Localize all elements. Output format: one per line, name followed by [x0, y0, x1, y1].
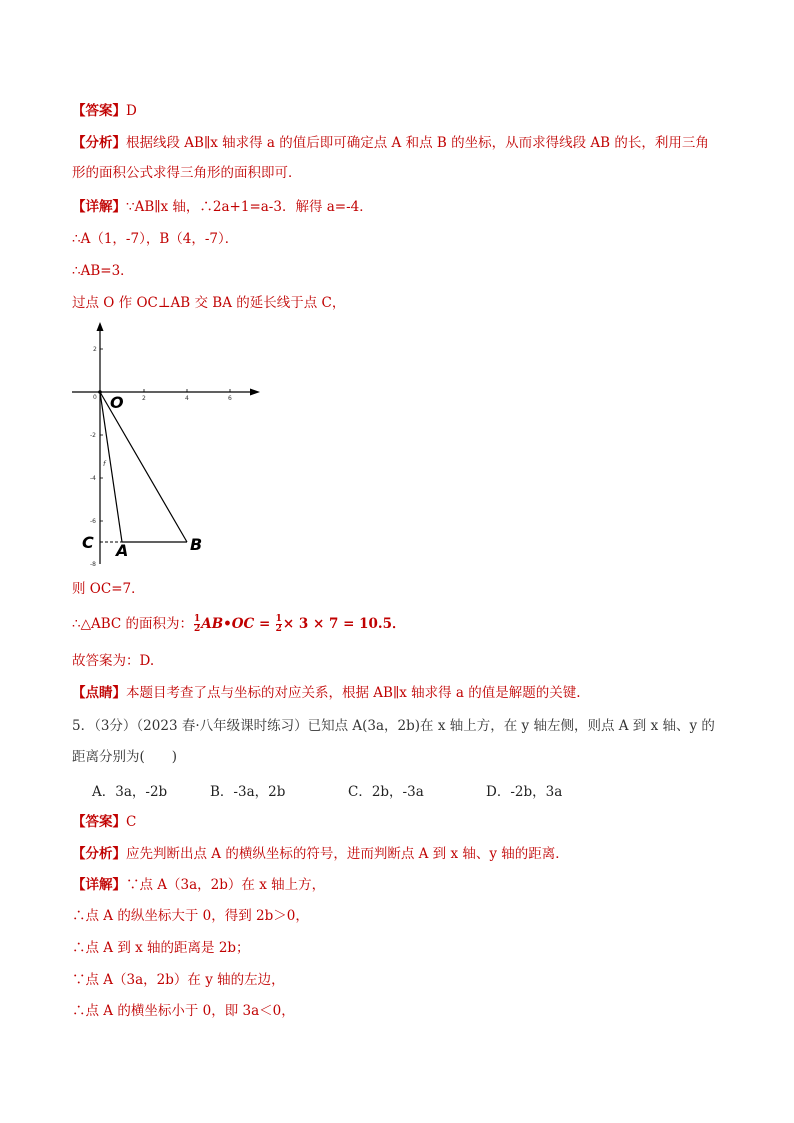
- y-tick-neg2: -2: [90, 432, 96, 439]
- analysis-line-1: [72, 134, 709, 152]
- label-f: f: [103, 460, 106, 468]
- q5-option-d: D．-2b，3a: [486, 784, 563, 800]
- segment-OB: [100, 392, 187, 542]
- area-prefix: ∴△ABC 的面积为：: [72, 616, 194, 632]
- x-tick-0: 0: [93, 394, 97, 401]
- detail-tag: 【详解】: [72, 199, 126, 215]
- label-A: A: [116, 541, 129, 560]
- answer-value: D: [126, 103, 137, 119]
- detail-line-3: ∴AB=3．: [72, 263, 134, 279]
- q5-detail-tag: 【详解】: [72, 877, 126, 893]
- point-O: [98, 390, 102, 394]
- y-tick-2: 2: [93, 346, 97, 353]
- detail-line-1: [72, 198, 373, 216]
- q5-option-a: A．3a，-2b: [92, 784, 168, 800]
- then-oc-line: 则 OC=7．: [72, 581, 145, 597]
- conclusion-line: 故答案为：D.: [72, 653, 155, 669]
- q5-stem-line-1: 5．（3分）（2023 春·八年级课时练习）已知点 A(3a，2b)在 x 轴上方，在 y 轴左侧，则点 A 到 x 轴、y 的: [72, 718, 715, 734]
- detail-text-1: ∵AB∥x 轴，∴2a+1=a-3．解得 a=-4．: [126, 199, 373, 215]
- area-mid: AB•OC =: [201, 616, 271, 632]
- q5-answer-value: C: [126, 814, 137, 830]
- y-tick-neg8: -8: [90, 561, 96, 566]
- analysis-tag: 【分析】: [72, 135, 126, 151]
- label-C: C: [82, 533, 94, 552]
- label-O: O: [110, 393, 124, 412]
- q5-detail-line-1: [72, 876, 325, 894]
- fraction-half-2: $\frac{1}{2}$: [275, 614, 282, 634]
- y-axis-arrow: [97, 322, 104, 331]
- q5-detail-line-3: ∴点 A 到 x 轴的距离是 2b；: [72, 940, 250, 956]
- q5-stem-line-2: 距离分别为( ): [72, 749, 178, 765]
- fraction-half-1: $\frac{1}{2}$: [194, 614, 201, 634]
- x-tick-6: 6: [228, 395, 232, 402]
- q5-detail-line-5: ∴点 A 的横坐标小于 0，即 3a＜0，: [72, 1003, 295, 1019]
- y-tick-neg4: -4: [90, 475, 96, 482]
- q5-detail-line-4: ∵点 A（3a，2b）在 y 轴的左边，: [72, 972, 285, 988]
- comment-line: [72, 684, 581, 702]
- q5-answer-line: [72, 813, 136, 831]
- comment-tag: 【点睛】: [72, 685, 126, 701]
- q5-analysis-tag: 【分析】: [72, 846, 126, 862]
- analysis-text-1: 根据线段 AB∥x 轴求得 a 的值后即可确定点 A 和点 B 的坐标，从而求得线段 AB 的长，利用三角: [126, 135, 709, 151]
- analysis-line-2: 形的面积公式求得三角形的面积即可．: [72, 165, 302, 181]
- answer-tag: 【答案】: [72, 103, 126, 119]
- q5-analysis-text: 应先判断出点 A 的横纵坐标的符号，进而判断点 A 到 x 轴、y 轴的距离．: [126, 846, 569, 862]
- answer-line: [72, 102, 137, 120]
- y-tick-neg6: -6: [90, 518, 96, 525]
- coordinate-figure: [70, 318, 270, 566]
- q5-option-b: B．-3a，2b: [210, 784, 286, 800]
- q5-option-c: C．2b，-3a: [348, 784, 424, 800]
- area-tail: × 3 × 7 = 10.5．: [282, 616, 406, 632]
- q5-detail-line-2: ∴点 A 的纵坐标大于 0，得到 2b＞0，: [72, 908, 309, 924]
- q5-answer-tag: 【答案】: [72, 814, 126, 830]
- x-tick-4: 4: [185, 395, 189, 402]
- q5-detail-text-1: ∵点 A（3a，2b）在 x 轴上方，: [126, 877, 326, 893]
- comment-text: 本题目考查了点与坐标的对应关系，根据 AB∥x 轴求得 a 的值是解题的关键.: [126, 685, 581, 701]
- x-axis-arrow: [250, 389, 260, 396]
- x-tick-2: 2: [142, 395, 146, 402]
- area-line: [72, 615, 405, 634]
- q5-analysis-line: [72, 845, 569, 863]
- detail-line-2: ∴A（1，-7），B（4，-7）．: [72, 231, 239, 247]
- label-B: B: [190, 535, 203, 554]
- detail-line-4: 过点 O 作 OC⊥AB 交 BA 的延长线于点 C，: [72, 295, 346, 311]
